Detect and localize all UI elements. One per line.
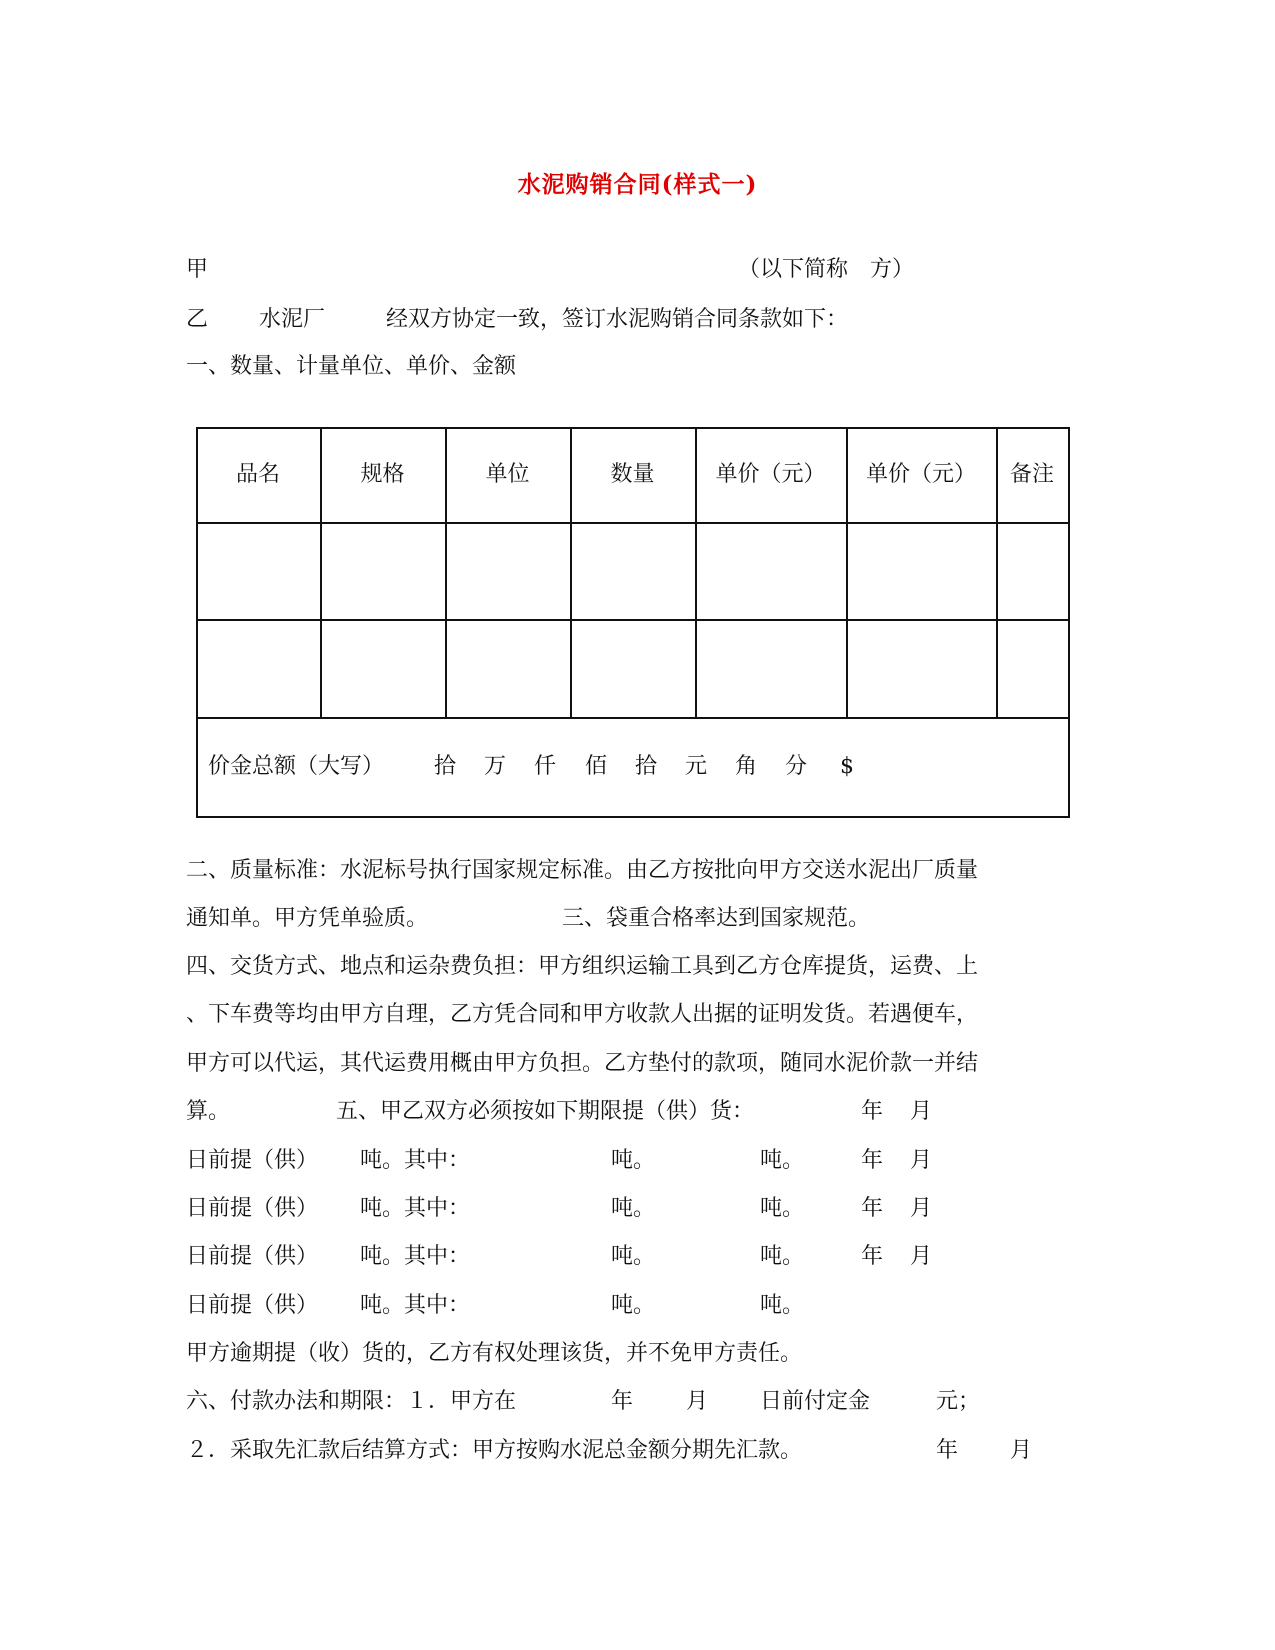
delivery-prefix: 日前提（供） xyxy=(186,1293,319,1318)
party-b-intro: 经双方协定一致，签订水泥购销合同条款如下： xyxy=(386,307,849,332)
section-6-heading: 六、付款办法和期限：１．甲方在 xyxy=(186,1389,517,1414)
delivery-ton: 吨。 xyxy=(611,1148,656,1173)
table-rule xyxy=(196,717,1070,719)
header-cell: 单价（元） xyxy=(715,462,826,487)
section-2-line: 通知单。甲方凭单验质。 xyxy=(186,906,429,931)
header-cell: 备注 xyxy=(1009,462,1054,487)
table-border-right xyxy=(1068,427,1070,818)
overdue-clause: 甲方逾期提（收）货的，乙方有权处理该货，并不免甲方责任。 xyxy=(186,1341,803,1366)
section-6-item-2: ２．采取先汇款后结算方式：甲方按购水泥总金额分期先汇款。 xyxy=(186,1438,803,1463)
header-cell: 规格 xyxy=(360,462,405,487)
delivery-ton: 吨。 xyxy=(611,1196,656,1221)
price-table xyxy=(196,427,1070,818)
delivery-ton-among: 吨。其中： xyxy=(360,1293,471,1318)
total-unit: $ xyxy=(840,754,854,779)
section-4-line: 算。 xyxy=(186,1099,231,1124)
total-amount-label: 价金总额（大写） xyxy=(208,754,385,779)
table-border-bottom xyxy=(196,816,1070,818)
header-cell: 数量 xyxy=(610,462,655,487)
delivery-prefix: 日前提（供） xyxy=(186,1148,319,1173)
section-3-heading: 三、袋重合格率达到国家规范。 xyxy=(562,906,871,931)
total-unit: 万 xyxy=(484,754,507,779)
header-cell: 单位 xyxy=(485,462,530,487)
delivery-prefix: 日前提（供） xyxy=(186,1244,319,1269)
delivery-ton-among: 吨。其中： xyxy=(360,1148,471,1173)
month-label: 月 xyxy=(910,1148,933,1173)
month-label: 月 xyxy=(1010,1438,1033,1463)
yuan-label: 元； xyxy=(936,1389,981,1414)
total-unit: 拾 xyxy=(635,754,658,779)
total-unit: 分 xyxy=(785,754,808,779)
year-label: 年 xyxy=(611,1389,634,1414)
month-label: 月 xyxy=(910,1196,933,1221)
total-unit: 仟 xyxy=(534,754,557,779)
delivery-ton: 吨。 xyxy=(611,1293,656,1318)
table-rule xyxy=(196,619,1070,621)
delivery-ton-among: 吨。其中： xyxy=(360,1244,471,1269)
year-label: 年 xyxy=(861,1099,884,1124)
section-4-line: 、下车费等均由甲方自理，乙方凭合同和甲方收款人出据的证明发货。若遇便车， xyxy=(186,1002,979,1027)
table-border-top xyxy=(196,427,1070,429)
year-label: 年 xyxy=(861,1196,884,1221)
delivery-ton: 吨。 xyxy=(611,1244,656,1269)
header-cell: 单价（元） xyxy=(865,462,976,487)
year-label: 年 xyxy=(936,1438,959,1463)
party-a-label: 甲 xyxy=(186,257,209,282)
total-unit: 角 xyxy=(735,754,758,779)
delivery-ton: 吨。 xyxy=(760,1148,805,1173)
party-a-suffix: （以下简称 方） xyxy=(738,257,915,282)
delivery-ton: 吨。 xyxy=(760,1293,805,1318)
year-label: 年 xyxy=(861,1148,884,1173)
delivery-ton: 吨。 xyxy=(760,1196,805,1221)
delivery-prefix: 日前提（供） xyxy=(186,1196,319,1221)
document-title: 水泥购销合同(样式一) xyxy=(517,171,758,198)
month-label: 月 xyxy=(910,1244,933,1269)
total-unit: 拾 xyxy=(434,754,457,779)
section-5-heading: 五、甲乙双方必须按如下期限提（供）货： xyxy=(336,1099,755,1124)
table-rule xyxy=(196,522,1070,524)
party-b-factory: 水泥厂 xyxy=(259,307,326,332)
month-label: 月 xyxy=(910,1099,933,1124)
total-unit: 元 xyxy=(685,754,708,779)
deposit-label: 日前付定金 xyxy=(760,1389,871,1414)
delivery-ton: 吨。 xyxy=(760,1244,805,1269)
month-label: 月 xyxy=(686,1389,709,1414)
header-cell: 品名 xyxy=(235,462,280,487)
section-4-line: 四、交货方式、地点和运杂费负担：甲方组织运输工具到乙方仓库提货，运费、上 xyxy=(186,954,979,979)
party-b-label: 乙 xyxy=(186,307,209,332)
total-unit: 佰 xyxy=(585,754,608,779)
section-2-line: 二、质量标准：水泥标号执行国家规定标准。由乙方按批向甲方交送水泥出厂质量 xyxy=(186,858,979,883)
year-label: 年 xyxy=(861,1244,884,1269)
delivery-ton-among: 吨。其中： xyxy=(360,1196,471,1221)
section-1-heading: 一、数量、计量单位、单价、金额 xyxy=(186,354,517,379)
section-4-line: 甲方可以代运，其代运费用概由甲方负担。乙方垫付的款项，随同水泥价款一并结 xyxy=(186,1051,979,1076)
